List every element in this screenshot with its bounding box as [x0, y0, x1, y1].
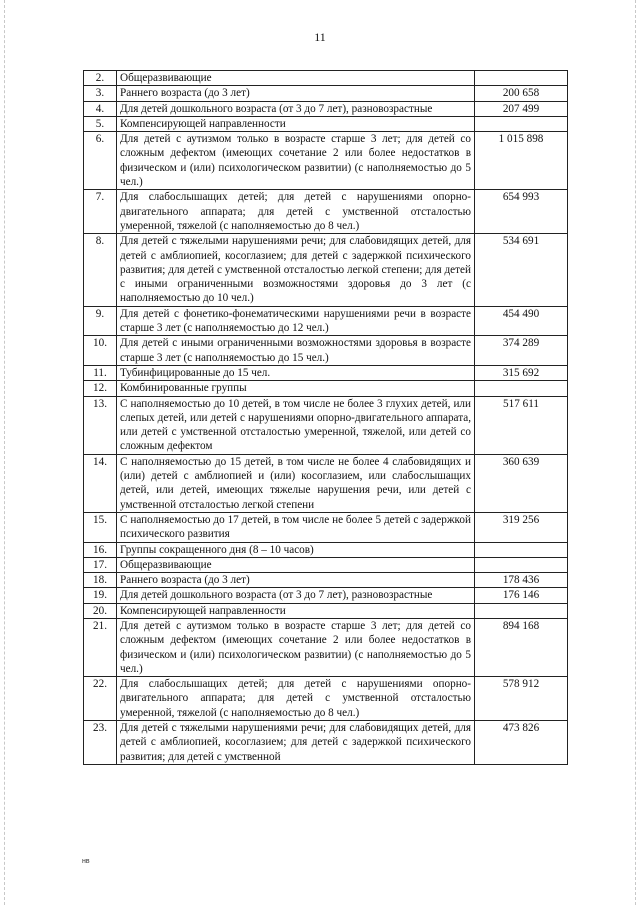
row-description: Группы сокращенного дня (8 – 10 часов)	[117, 542, 475, 557]
row-value	[475, 557, 568, 572]
row-description: Тубинфицированные до 15 чел.	[117, 365, 475, 380]
row-description: С наполняемостью до 15 детей, в том числе не более 4 слабовидящих и (или) детей с амблиопией и (или) косоглазием, или слабослышащих детей, или детей, имеющих тяжелые нарушения речи, или детей с умственной отсталостью легкой степени	[117, 454, 475, 512]
row-value: 178 436	[475, 573, 568, 588]
row-description: Для детей дошкольного возраста (от 3 до 7 лет), разновозрастные	[117, 101, 475, 116]
row-number: 6.	[84, 132, 117, 190]
row-description: Для детей с фонетико-фонематическими нарушениями речи в возрасте старше 3 лет (с наполняемостью до 12 чел.)	[117, 306, 475, 336]
row-description: Общеразвивающие	[117, 557, 475, 572]
row-value: 1 015 898	[475, 132, 568, 190]
table-row	[84, 381, 568, 396]
row-number: 13.	[84, 396, 117, 454]
row-value: 374 289	[475, 336, 568, 366]
row-number: 16.	[84, 542, 117, 557]
row-value: 207 499	[475, 101, 568, 116]
row-number: 15.	[84, 512, 117, 542]
funding-table	[83, 70, 568, 765]
row-value: 315 692	[475, 365, 568, 380]
table-row	[84, 542, 568, 557]
row-number: 21.	[84, 618, 117, 676]
row-value: 894 168	[475, 618, 568, 676]
row-value: 534 691	[475, 234, 568, 306]
row-number: 22.	[84, 677, 117, 721]
row-value: 454 490	[475, 306, 568, 336]
row-number: 7.	[84, 190, 117, 234]
row-description: С наполняемостью до 17 детей, в том числе не более 5 детей с задержкой психического развития	[117, 512, 475, 542]
table-row	[84, 190, 568, 234]
row-number: 18.	[84, 573, 117, 588]
table-row	[84, 721, 568, 765]
row-number: 11.	[84, 365, 117, 380]
table-row	[84, 454, 568, 512]
row-number: 9.	[84, 306, 117, 336]
table-row	[84, 603, 568, 618]
row-description: Раннего возраста (до 3 лет)	[117, 573, 475, 588]
row-description: Для детей дошкольного возраста (от 3 до 7 лет), разновозрастные	[117, 588, 475, 603]
row-number: 19.	[84, 588, 117, 603]
row-value: 473 826	[475, 721, 568, 765]
row-value	[475, 116, 568, 131]
table-row	[84, 86, 568, 101]
row-value: 360 639	[475, 454, 568, 512]
row-description: Компенсирующей направленности	[117, 603, 475, 618]
row-number: 3.	[84, 86, 117, 101]
row-number: 4.	[84, 101, 117, 116]
row-number: 2.	[84, 71, 117, 86]
table-row	[84, 116, 568, 131]
table-row	[84, 677, 568, 721]
row-value	[475, 71, 568, 86]
row-description: Для детей с иными ограниченными возможностями здоровья в возрасте старше 3 лет (с наполняемостью до 15 чел.)	[117, 336, 475, 366]
table-row	[84, 132, 568, 190]
row-description: Раннего возраста (до 3 лет)	[117, 86, 475, 101]
row-description: Для детей с тяжелыми нарушениями речи; для слабовидящих детей, для детей с амблиопией, косоглазием; для детей с задержкой психического развития; для детей с умственной	[117, 721, 475, 765]
row-value: 654 993	[475, 190, 568, 234]
footer-mark: нв	[82, 858, 90, 865]
table-row	[84, 573, 568, 588]
row-description: Компенсирующей направленности	[117, 116, 475, 131]
table-row	[84, 557, 568, 572]
table-row	[84, 396, 568, 454]
row-description: Для слабослышащих детей; для детей с нарушениями опорно-двигательного аппарата; для детей с умственной отсталостью умеренной, тяжелой (с наполняемостью до 8 чел.)	[117, 190, 475, 234]
table-row	[84, 306, 568, 336]
row-value: 517 611	[475, 396, 568, 454]
table-row	[84, 234, 568, 306]
row-number: 5.	[84, 116, 117, 131]
row-value	[475, 603, 568, 618]
row-description: С наполняемостью до 10 детей, в том числе не более 3 глухих детей, или слепых детей, или детей с нарушениями опорно-двигательного аппарата, или детей с умственной отсталостью умеренной, тяжелой, или детей со сложным дефектом	[117, 396, 475, 454]
table-row	[84, 336, 568, 366]
page-number: 11	[314, 30, 326, 44]
row-value: 176 146	[475, 588, 568, 603]
row-description: Общеразвивающие	[117, 71, 475, 86]
row-number: 17.	[84, 557, 117, 572]
row-description: Для детей с аутизмом только в возрасте старше 3 лет; для детей со сложным дефектом (имеющих сочетание 2 или более недостатков в физическом и (или) психологическом развитии) (с наполняемостью до 5 чел.)	[117, 618, 475, 676]
row-value: 578 912	[475, 677, 568, 721]
row-number: 14.	[84, 454, 117, 512]
row-description: Для детей с аутизмом только в возрасте старше 3 лет; для детей со сложным дефектом (имеющих сочетание 2 или более недостатков в физическом и (или) психологическом развитии) (с наполняемостью до 5 чел.)	[117, 132, 475, 190]
table-row	[84, 101, 568, 116]
row-description: Для слабослышащих детей; для детей с нарушениями опорно-двигательного аппарата; для детей с умственной отсталостью умеренной, тяжелой (с наполняемостью до 8 чел.)	[117, 677, 475, 721]
table-row	[84, 71, 568, 86]
scan-edge-right	[635, 0, 636, 905]
row-description: Комбинированные группы	[117, 381, 475, 396]
row-number: 10.	[84, 336, 117, 366]
table-row	[84, 588, 568, 603]
row-description: Для детей с тяжелыми нарушениями речи; для слабовидящих детей, для детей с амблиопией, косоглазием; для детей с задержкой психического развития; для детей с умственной отсталостью легкой степени; для детей с иными ограниченными возможностями здоровья до 3 лет (с наполняемостью до 10 чел.)	[117, 234, 475, 306]
row-number: 12.	[84, 381, 117, 396]
row-value	[475, 381, 568, 396]
row-value: 319 256	[475, 512, 568, 542]
scan-edge-left	[4, 0, 5, 905]
row-number: 8.	[84, 234, 117, 306]
table-row	[84, 512, 568, 542]
row-value: 200 658	[475, 86, 568, 101]
table-row	[84, 618, 568, 676]
row-value	[475, 542, 568, 557]
table-row	[84, 365, 568, 380]
row-number: 20.	[84, 603, 117, 618]
row-number: 23.	[84, 721, 117, 765]
